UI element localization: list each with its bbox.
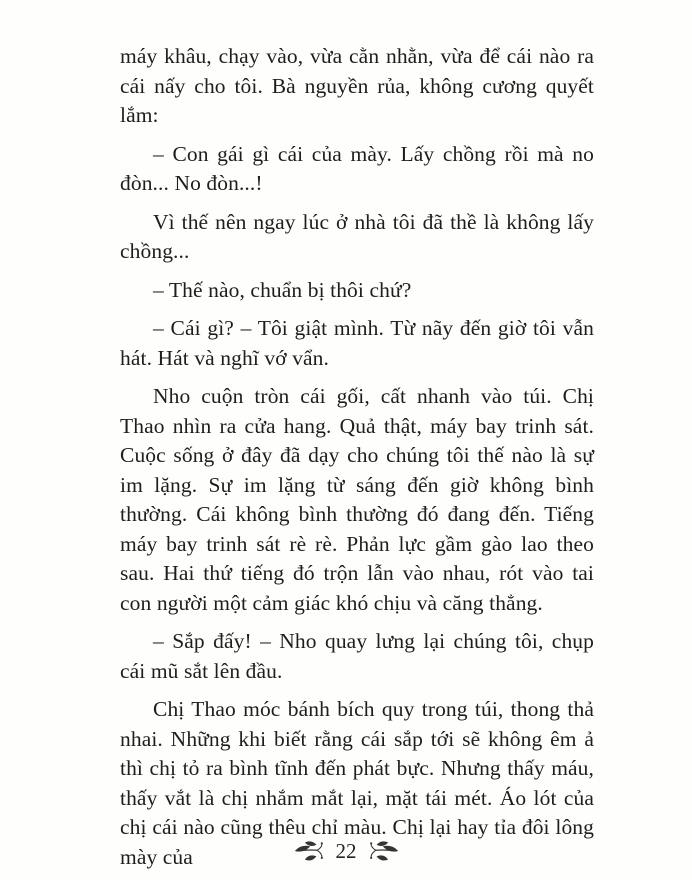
- body-paragraph: Vì thế nên ngay lúc ở nhà tôi đã thề là không lấy chồng...: [120, 209, 594, 263]
- page-number: 22: [335, 838, 357, 863]
- body-paragraph: Nho cuộn tròn cái gối, cất nhanh vào túi. Chị Thao nhìn ra cửa hang. Quả thật, máy bay trinh sát. Cuộc sống ở đây đã dạy cho chúng tôi thế nào là sự im lặng. Sự im lặng từ sáng đến giờ không bình thường. Cái không bình thường đó đang đến. Tiếng máy bay trinh sát rè rè. Phản lực gầm gào lao theo sau. Hai thứ tiếng đó trộn lẫn vào nhau, rót vào tai con người một cảm giác khó chịu và căng thẳng.: [120, 384, 594, 615]
- body-paragraph: – Con gái gì cái của mày. Lấy chồng rồi mà no đòn... No đòn...!: [120, 141, 594, 195]
- body-paragraph: – Sắp đấy! – Nho quay lưng lại chúng tôi, chụp cái mũ sắt lên đầu.: [120, 629, 594, 683]
- body-paragraph: Chị Thao móc bánh bích quy trong túi, thong thả nhai. Những khi biết rằng cái sắp tới sẽ không êm ả thì chị tỏ ra bình tĩnh đến phát bực. Nhưng thấy máu, thấy vắt là chị nhắm mắt lại, mặt tái mét. Áo lót của chị cái nào cũng thêu chỉ màu. Chị lại hay tỉa đôi lông mày của: [120, 697, 594, 869]
- leaf-flourish-icon: [365, 840, 399, 862]
- leaf-flourish-icon: [294, 840, 328, 862]
- body-paragraph: – Cái gì? – Tôi giật mình. Từ nãy đến giờ tôi vẫn hát. Hát và nghĩ vớ vẩn.: [120, 316, 594, 370]
- body-paragraph: máy khâu, chạy vào, vừa cằn nhằn, vừa để cái nào ra cái nấy cho tôi. Bà nguyền rủa, không cương quyết lắm:: [120, 44, 594, 127]
- page-footer: [0, 840, 692, 862]
- body-paragraph: – Thế nào, chuẩn bị thôi chứ?: [153, 277, 412, 302]
- body-text: [120, 42, 594, 880]
